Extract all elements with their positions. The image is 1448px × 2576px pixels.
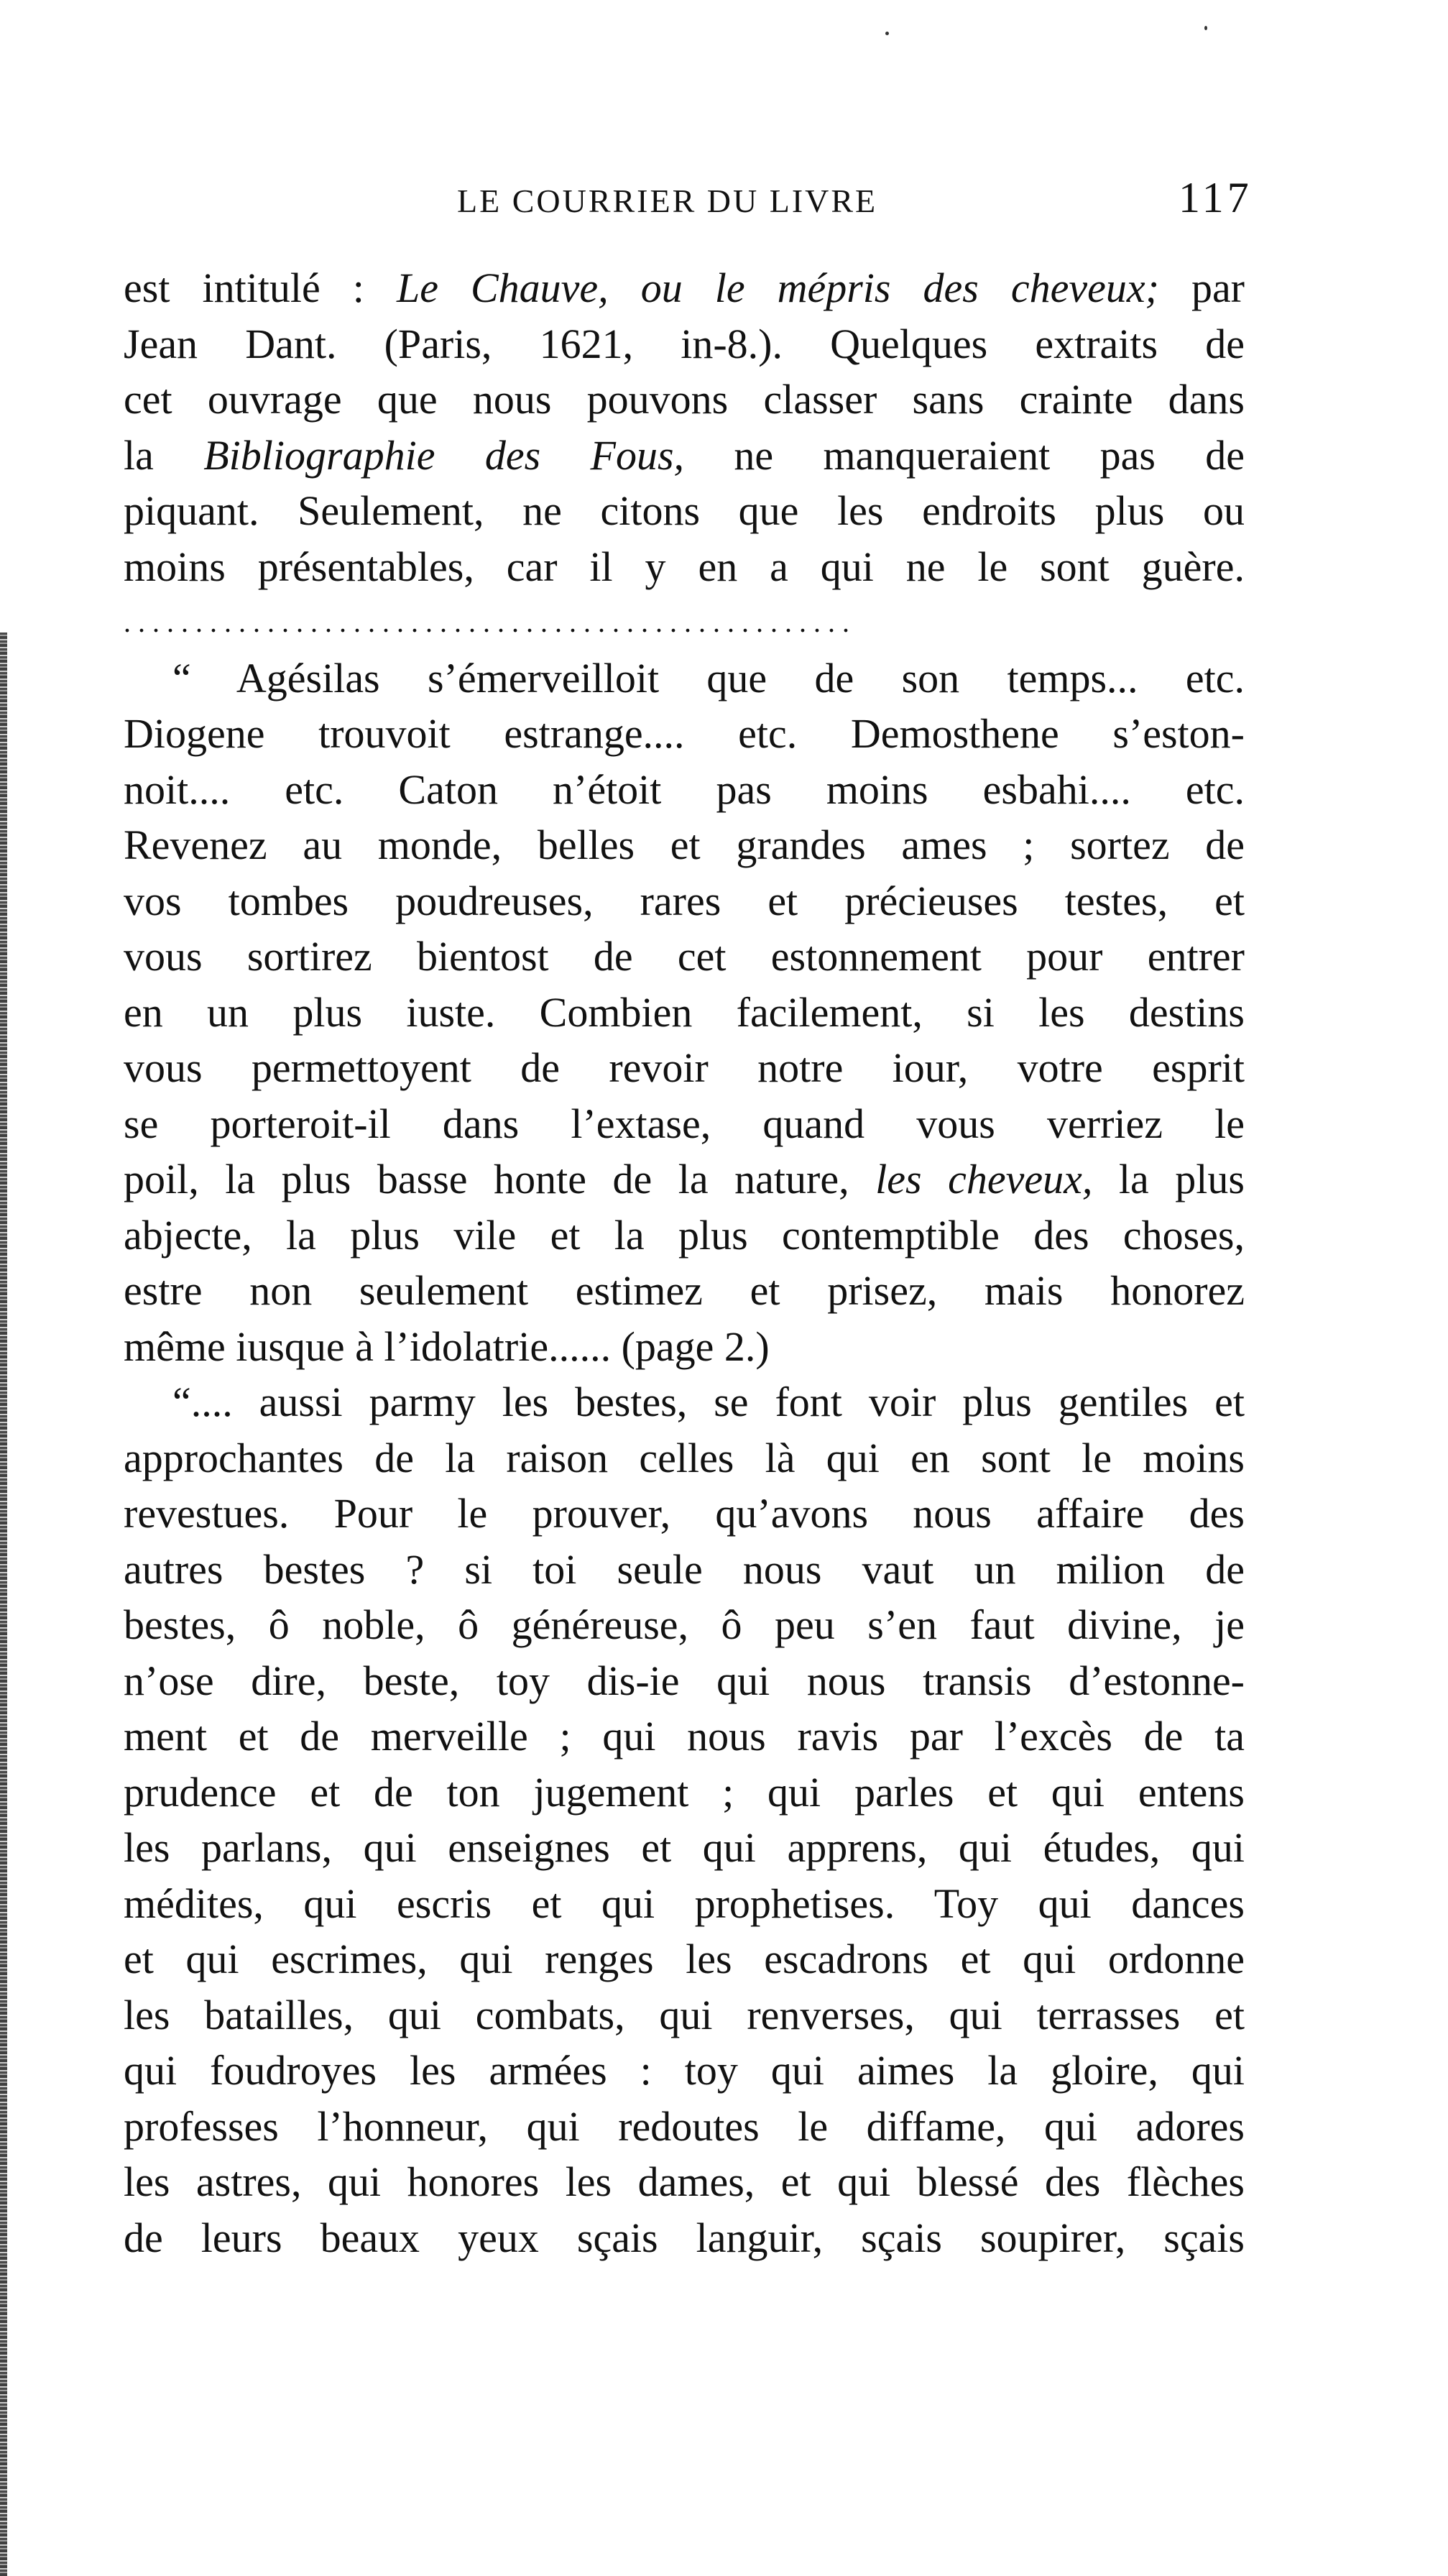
text-line: la Bibliographie des Fous, ne manqueraient pas de [124,431,1245,479]
book-title: Le Chauve, ou le mépris des cheveux; [396,264,1159,311]
text-line: poil, la plus basse honte de la nature, les cheveux, la plus [124,1156,1245,1202]
running-title: LE COURRIER DU LIVRE [457,183,878,219]
speck-mark [885,32,889,35]
text-line: “.... aussi parmy les bestes, se font voir plus gentiles et [172,1379,1245,1425]
text-line: les parlans, qui enseignes et qui apprens, qui études, qui [124,1824,1245,1871]
text-line: même iusque à l’idolatrie...... (page 2.) [124,1322,770,1370]
text-line: approchantes de la raison celles là qui en sont le moins [124,1434,1245,1481]
text-line: n’ose dire, beste, toy dis-ie qui nous transis d’estonne- [124,1657,1245,1704]
running-header [0,172,1448,230]
italic-phrase: Bibliographie des Fous, [203,431,685,479]
text-line: prudence et de ton jugement ; qui parles et qui entens [124,1768,1245,1816]
text-line: les batailles, qui combats, qui renverses, qui terrasses et [124,1991,1245,2038]
text-line: qui foudroyes les armées : toy qui aimes la gloire, qui [124,2047,1245,2094]
text-line: Jean Dant. (Paris, 1621, in-8.). Quelques extraits de [124,320,1245,367]
text-line: Revenez au monde, belles et grandes ames ; sortez de [124,822,1245,868]
text-line: abjecte, la plus vile et la plus contemptible des choses, [124,1211,1245,1259]
page-number: 117 [1179,174,1253,221]
text-line: vous sortirez bientost de cet estonnement pour entrer [124,933,1245,980]
text-line: professes l’honneur, qui redoutes le diffame, qui adores [124,2102,1245,2150]
text-line: se porteroit-il dans l’extase, quand vous verriez le [124,1100,1245,1147]
text-line: et qui escrimes, qui renges les escadrons et qui ordonne [124,1936,1245,1982]
text-line: autres bestes ? si toi seule nous vaut un milion de [124,1545,1245,1593]
text-line: cet ouvrage que nous pouvons classer sans crainte dans [124,376,1245,423]
text-line: vos tombes poudreuses, rares et précieuses testes, et [124,877,1245,924]
text-line: “ Agésilas s’émerveilloit que de son temps... etc. [172,654,1245,702]
text-line: bestes, ô noble, ô généreuse, ô peu s’en faut divine, je [124,1601,1245,1648]
text-line: est intitulé : Le Chauve, ou le mépris des cheveux; par [124,264,1245,311]
page-edge-shadow [0,632,7,2576]
text-line: ment et de merveille ; qui nous ravis par l’excès de ta [124,1713,1245,1760]
text-line: vous permettoyent de revoir notre iour, votre esprit [124,1044,1245,1091]
text-line: en un plus iuste. Combien facilement, si les destins [124,988,1245,1036]
italic-phrase: les cheveux, [875,1156,1093,1202]
text-line: moins présentables, car il y en a qui ne le sont guère. [124,543,1245,590]
speck-mark [1204,26,1207,30]
text-line: piquant. Seulement, ne citons que les endroits plus ou [124,487,1245,534]
text-line: Diogene trouvoit estrange.... etc. Demosthene s’eston- [124,710,1245,757]
dotted-separator: ................................................... [124,606,857,638]
text-line: médites, qui escris et qui prophetises. Toy qui dances [124,1880,1245,1927]
text-line: les astres, qui honores les dames, et qui blessé des flèches [124,2158,1245,2205]
text-line: estre non seulement estimez et prisez, mais honorez [124,1267,1245,1314]
text-line: de leurs beaux yeux sçais languir, sçais soupirer, sçais [124,2214,1245,2261]
text-line: revestues. Pour le prouver, qu’avons nous affaire des [124,1490,1245,1537]
body-text [124,260,1245,2266]
text-line: noit.... etc. Caton n’étoit pas moins esbahi.... etc. [124,765,1245,813]
